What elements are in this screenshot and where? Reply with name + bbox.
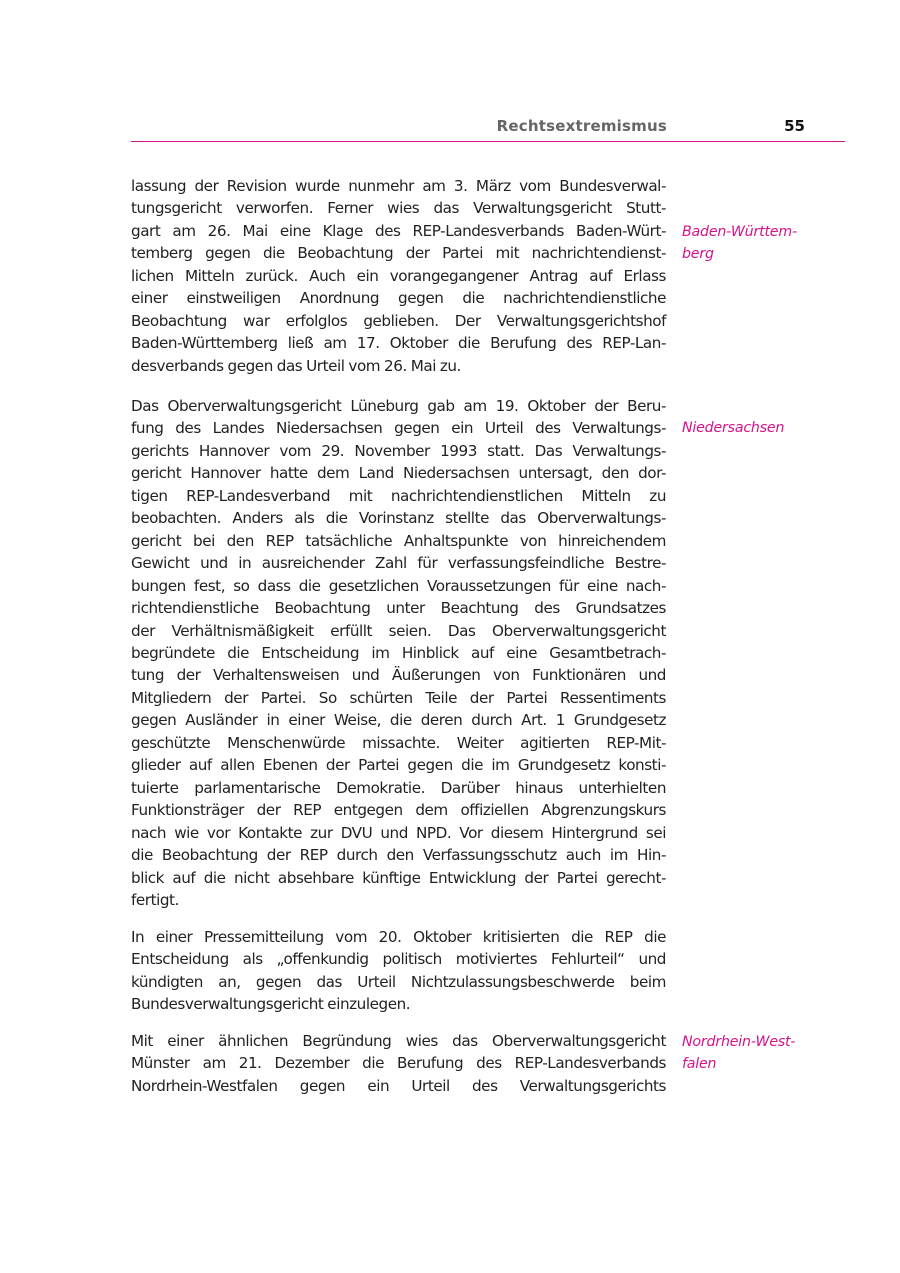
margin-note-line: falen [682,1056,717,1073]
text-line: tung der Verhaltensweisen und Äußerungen von Funktionären und [131,666,666,685]
text-line: gegen Ausländer in einer Weise, die deren durch Art. 1 Grundgesetz [131,711,666,730]
text-line: gericht Hannover hatte dem Land Niedersachsen untersagt, den dor- [131,464,666,483]
text-line: bungen fest, so dass die gesetzlichen Voraussetzungen für eine nach- [131,576,666,595]
text-line: Gewicht und in ausreichender Zahl für verfassungsfeindliche Bestre- [131,554,666,573]
text-line: die Beobachtung der REP durch den Verfassungsschutz auch im Hin- [131,846,666,865]
text-line: der Verhältnismäßigkeit erfüllt seien. Das Oberverwaltungsgericht [131,621,666,640]
text-line: Bundesverwaltungsgericht einzulegen. [131,995,411,1014]
text-line: geschützte Menschenwürde missachte. Weiter agitierten REP-Mit- [131,733,666,752]
text-line: kündigten an, gegen das Urteil Nichtzulassungsbeschwerde beim [131,972,666,991]
text-line: temberg gegen die Beobachtung der Partei mit nachrichtendienst- [131,244,666,263]
text-line: einer einstweiligen Anordnung gegen die nachrichtendienstliche [131,289,666,308]
margin-note-baden-wuerttemberg [682,221,812,266]
text-line: Münster am 21. Dezember die Berufung des REP-Landesverbands [131,1054,666,1073]
paragraph-nordrhein-westfalen [131,1030,666,1097]
text-line: Nordrhein-Westfalen gegen ein Urteil des Verwaltungsgerichts [131,1076,666,1095]
text-line: Das Oberverwaltungsgericht Lüneburg gab am 19. Oktober der Beru- [131,397,666,415]
text-line: lichen Mitteln zurück. Auch ein vorangegangener Antrag auf Erlass [131,266,666,285]
text-line: glieder auf allen Ebenen der Partei gegen die im Grundgesetz konsti- [131,756,666,775]
text-line: lassung der Revision wurde nunmehr am 3. März vom Bundesverwal- [131,177,666,195]
text-line: Funktionsträger der REP entgegen dem offiziellen Abgrenzungskurs [131,801,666,820]
margin-note-line: Niedersachsen [682,420,785,436]
text-line: fung des Landes Niedersachsen gegen ein Urteil des Verwaltungs- [131,419,666,438]
margin-note-line: Nordrhein-West- [682,1034,796,1050]
text-line: tungsgericht verworfen. Ferner wies das Verwaltungsgericht Stutt- [131,199,666,218]
margin-note-nordrhein-westfalen [682,1031,812,1076]
text-line: nach wie vor Kontakte zur DVU und NPD. Vor diesem Hintergrund sei [131,823,666,842]
text-line: Mit einer ähnlichen Begründung wies das Oberverwaltungsgericht [131,1032,666,1050]
text-line: fertigt. [131,890,179,909]
margin-note-niedersachsen [682,417,812,439]
text-line: desverbands gegen das Urteil vom 26. Mai zu. [131,356,461,375]
text-line: gart am 26. Mai eine Klage des REP-Landesverbands Baden-Würt- [131,221,666,240]
text-line: begründete die Entscheidung im Hinblick auf eine Gesamtbetrach- [131,643,666,662]
text-line: gericht bei den REP tatsächliche Anhaltspunkte von hinreichendem [131,531,666,550]
text-line: richtendienstliche Beobachtung unter Beachtung des Grundsatzes [131,599,666,618]
margin-note-line: Baden-Württem- [682,224,797,240]
paragraph-baden-wuerttemberg [131,175,666,377]
paragraph-pressemitteilung [131,926,666,1016]
paragraph-niedersachsen [131,395,666,911]
text-line: beobachten. Anders als die Vorinstanz stellte das Oberverwaltungs- [131,509,666,528]
text-line: Beobachtung war erfolglos geblieben. Der Verwaltungsgerichtshof [131,311,666,330]
text-line: Mitgliedern der Partei. So schürten Teile der Partei Ressentiments [131,688,666,707]
text-line: In einer Pressemitteilung vom 20. Oktober kritisierten die REP die [131,928,666,946]
text-line: tigen REP-Landesverband mit nachrichtendienstlichen Mitteln zu [131,486,666,505]
page-number: 55 [784,117,805,135]
text-line: Entscheidung als „offenkundig politisch motiviertes Fehlurteil“ und [131,950,666,969]
running-title: Rechtsextremismus [496,117,667,135]
page-header [131,113,845,142]
text-line: Baden-Württemberg ließ am 17. Oktober die Berufung des REP-Lan- [131,334,666,353]
margin-note-line: berg [682,246,714,263]
text-line: blick auf die nicht absehbare künftige Entwicklung der Partei gerecht- [131,868,666,887]
text-line: tuierte parlamentarische Demokratie. Darüber hinaus unterhielten [131,778,666,797]
text-line: gerichts Hannover vom 29. November 1993 statt. Das Verwaltungs- [131,441,666,460]
